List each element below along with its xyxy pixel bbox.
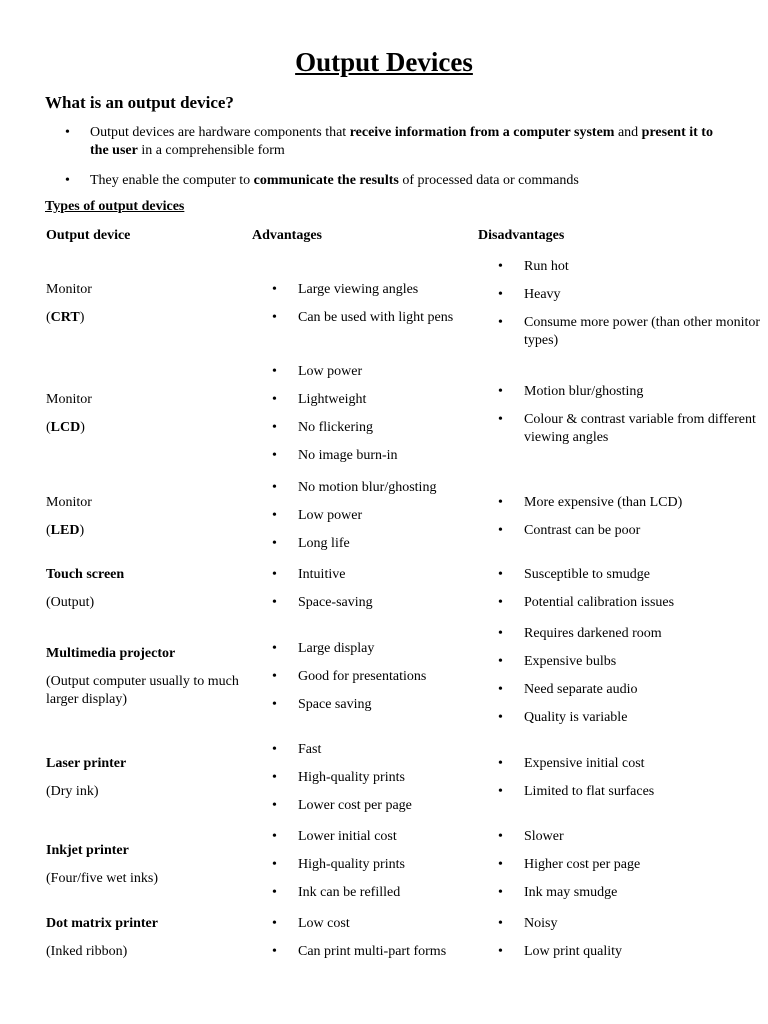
bullet-point: • [272, 595, 277, 610]
bullet-point: • [498, 654, 503, 669]
section-heading: What is an output device? [45, 93, 234, 112]
bold-text: LCD [50, 420, 81, 435]
bullet-point: • [498, 523, 503, 538]
device-detail [46, 419, 246, 437]
disadvantage-item [498, 411, 760, 447]
advantage-text: Low cost [298, 916, 350, 931]
disadvantage-item [498, 383, 760, 401]
disadvantages-list [498, 755, 760, 811]
device-cell [46, 281, 246, 327]
advantage-text: Can print multi-part forms [298, 944, 447, 959]
bullet-point: • [498, 784, 503, 799]
bullet-point: • [272, 697, 277, 712]
device-name [46, 566, 246, 584]
disadvantage-text: Colour & contrast variable from different viewing angles [524, 412, 756, 445]
disadvantages-list [498, 625, 760, 737]
bullet-point: • [272, 310, 277, 325]
advantages-list [272, 741, 462, 825]
intro-bullet [45, 172, 725, 190]
advantages-list [272, 915, 462, 971]
header-output-device: Output device [46, 228, 131, 243]
bullet-point: • [498, 259, 503, 274]
bullet-point: • [272, 567, 277, 582]
disadvantage-item [498, 783, 760, 801]
advantage-text: Lightweight [298, 392, 367, 407]
advantage-text: Low power [298, 508, 363, 523]
device-detail [46, 594, 246, 612]
text-run: (Dry ink) [46, 784, 99, 799]
text-run: and [614, 125, 642, 140]
bullet-point: • [272, 669, 277, 684]
disadvantage-text: Consume more power (than other monitor types) [524, 315, 761, 348]
bullet-point: • [272, 364, 277, 379]
advantage-item [272, 640, 462, 658]
device-name [46, 494, 246, 512]
disadvantage-item [498, 709, 760, 727]
advantage-item [272, 594, 462, 612]
bullet-point: • [65, 125, 70, 140]
disadvantages-list [498, 828, 760, 912]
page-title: Output Devices [295, 47, 473, 77]
bold-text: Dot matrix printer [46, 916, 158, 931]
device-cell [46, 494, 246, 540]
text-run: in a comprehensible form [137, 143, 285, 158]
bullet-point: • [272, 770, 277, 785]
advantage-text: Good for presentations [298, 669, 427, 684]
bullet-point: • [498, 682, 503, 697]
device-name [46, 645, 246, 663]
text-run: ( [46, 523, 51, 538]
text-run: They enable the computer to [90, 173, 254, 188]
bullet-point: • [498, 315, 503, 330]
text-run: Output devices are hardware components that [90, 125, 350, 140]
disadvantage-item [498, 566, 760, 584]
device-name [46, 281, 246, 299]
disadvantage-text: Expensive bulbs [524, 654, 617, 669]
advantages-list [272, 479, 462, 563]
bullet-point: • [272, 944, 277, 959]
disadvantage-text: Requires darkened room [524, 626, 662, 641]
disadvantages-list [498, 258, 760, 360]
disadvantage-text: Noisy [524, 916, 558, 931]
device-cell [46, 915, 246, 961]
text-run: ) [79, 523, 85, 538]
disadvantage-text: Run hot [524, 259, 569, 274]
text-run: Monitor [46, 495, 92, 510]
bullet-point: • [498, 626, 503, 641]
advantage-text: No image burn-in [298, 448, 398, 463]
disadvantage-item [498, 494, 760, 512]
intro-bullet [45, 124, 725, 160]
bullet-point: • [272, 641, 277, 656]
advantage-text: High-quality prints [298, 770, 405, 785]
disadvantage-text: Motion blur/ghosting [524, 384, 644, 399]
bullet-point: • [498, 944, 503, 959]
disadvantage-text: Susceptible to smudge [524, 567, 650, 582]
types-heading: Types of output devices [45, 199, 185, 214]
bullet-point: • [272, 829, 277, 844]
bullet-point: • [272, 508, 277, 523]
bullet-point: • [272, 480, 277, 495]
bullet-point: • [498, 756, 503, 771]
disadvantage-item [498, 755, 760, 773]
disadvantage-text: Need separate audio [524, 682, 638, 697]
advantage-item [272, 797, 462, 815]
disadvantage-text: Potential calibration issues [524, 595, 675, 610]
advantage-text: High-quality prints [298, 857, 405, 872]
advantages-list [272, 640, 462, 724]
bold-text: CRT [50, 310, 80, 325]
disadvantage-text: Heavy [524, 287, 561, 302]
device-detail [46, 522, 246, 540]
device-cell [46, 842, 246, 888]
advantage-item [272, 447, 462, 465]
bullet-point: • [272, 885, 277, 900]
bold-text: Touch screen [46, 567, 125, 582]
device-detail [46, 943, 246, 961]
bold-text: Inkjet printer [46, 843, 129, 858]
disadvantage-item [498, 653, 760, 671]
text-run: Monitor [46, 392, 92, 407]
advantage-item [272, 668, 462, 686]
bullet-point: • [272, 448, 277, 463]
advantage-item [272, 363, 462, 381]
advantage-text: Space-saving [298, 595, 373, 610]
device-cell [46, 755, 246, 801]
disadvantage-text: Ink may smudge [524, 885, 618, 900]
disadvantage-item [498, 522, 760, 540]
text-run: of processed data or commands [398, 173, 579, 188]
advantage-item [272, 696, 462, 714]
bullet-point: • [272, 392, 277, 407]
bold-text: Laser printer [46, 756, 127, 771]
text-run: ( [46, 310, 51, 325]
bullet-point: • [272, 798, 277, 813]
advantage-item [272, 391, 462, 409]
advantage-text: Large viewing angles [298, 282, 419, 297]
bullet-point: • [498, 595, 503, 610]
text-run: (Inked ribbon) [46, 944, 128, 959]
advantage-text: Ink can be refilled [298, 885, 401, 900]
disadvantage-text: More expensive (than LCD) [524, 495, 683, 510]
advantage-text: Lower initial cost [298, 829, 397, 844]
bold-text: receive information from a computer system [349, 125, 615, 140]
device-name [46, 915, 246, 933]
advantage-item [272, 309, 462, 327]
advantage-text: No flickering [298, 420, 374, 435]
bullet-point: • [272, 857, 277, 872]
advantage-item [272, 566, 462, 584]
disadvantage-item [498, 856, 760, 874]
bullet-point: • [65, 173, 70, 188]
bullet-point: • [498, 710, 503, 725]
advantage-item [272, 884, 462, 902]
advantage-item [272, 419, 462, 437]
text-run: (Output computer usually to much larger display) [46, 674, 239, 707]
text-run: ( [46, 420, 51, 435]
advantage-item [272, 535, 462, 553]
device-detail [46, 870, 246, 888]
advantage-text: Large display [298, 641, 375, 656]
advantage-item [272, 741, 462, 759]
advantage-item [272, 828, 462, 846]
disadvantage-item [498, 594, 760, 612]
device-cell [46, 645, 246, 709]
disadvantage-item [498, 915, 760, 933]
disadvantage-text: Slower [524, 829, 564, 844]
header-disadvantages: Disadvantages [478, 228, 565, 243]
advantage-text: No motion blur/ghosting [298, 480, 437, 495]
advantage-item [272, 943, 462, 961]
bullet-point: • [272, 536, 277, 551]
disadvantages-list [498, 494, 760, 550]
disadvantage-text: Limited to flat surfaces [524, 784, 655, 799]
advantage-item [272, 856, 462, 874]
bold-text: present it to the user [90, 125, 713, 158]
disadvantages-list [498, 383, 760, 457]
device-detail [46, 673, 246, 709]
advantages-list [272, 828, 462, 912]
bullet-point: • [498, 857, 503, 872]
advantage-item [272, 915, 462, 933]
advantages-list [272, 281, 462, 337]
device-name [46, 842, 246, 860]
disadvantage-item [498, 681, 760, 699]
bullet-point: • [498, 829, 503, 844]
bullet-point: • [498, 916, 503, 931]
header-advantages: Advantages [252, 228, 323, 243]
advantage-item [272, 281, 462, 299]
device-name [46, 391, 246, 409]
device-detail [46, 309, 246, 327]
device-detail [46, 783, 246, 801]
advantage-text: Intuitive [298, 567, 346, 582]
disadvantages-list [498, 915, 760, 971]
advantage-text: Long life [298, 536, 350, 551]
bullet-point: • [272, 282, 277, 297]
bullet-point: • [498, 287, 503, 302]
advantage-text: Space saving [298, 697, 372, 712]
disadvantage-item [498, 314, 760, 350]
bold-text: Multimedia projector [46, 646, 176, 661]
disadvantage-item [498, 943, 760, 961]
disadvantage-item [498, 625, 760, 643]
disadvantage-item [498, 286, 760, 304]
text-run: ) [80, 420, 85, 435]
text-run: Monitor [46, 282, 92, 297]
advantage-text: Lower cost per page [298, 798, 412, 813]
disadvantage-item [498, 258, 760, 276]
advantages-list [272, 363, 462, 475]
device-cell [46, 391, 246, 437]
bullet-point: • [498, 384, 503, 399]
text-run: (Four/five wet inks) [46, 871, 158, 886]
device-name [46, 755, 246, 773]
advantages-list [272, 566, 462, 622]
bullet-point: • [498, 412, 503, 427]
advantage-text: Fast [298, 742, 322, 757]
disadvantage-text: Higher cost per page [524, 857, 641, 872]
intro-list [45, 124, 725, 202]
bold-text: communicate the results [253, 173, 399, 188]
disadvantages-list [498, 566, 760, 622]
advantage-item [272, 507, 462, 525]
device-cell [46, 566, 246, 612]
disadvantage-item [498, 884, 760, 902]
text-run: ) [79, 310, 85, 325]
disadvantage-item [498, 828, 760, 846]
bullet-point: • [272, 420, 277, 435]
bullet-point: • [498, 567, 503, 582]
bold-text: LED [50, 523, 80, 538]
text-run: (Output) [46, 595, 95, 610]
advantage-item [272, 479, 462, 497]
disadvantage-text: Low print quality [524, 944, 622, 959]
advantage-text: Can be used with light pens [298, 310, 454, 325]
bullet-point: • [272, 742, 277, 757]
disadvantage-text: Quality is variable [524, 710, 628, 725]
bullet-point: • [498, 885, 503, 900]
bullet-point: • [272, 916, 277, 931]
disadvantage-text: Contrast can be poor [524, 523, 641, 538]
disadvantage-text: Expensive initial cost [524, 756, 645, 771]
advantage-text: Low power [298, 364, 363, 379]
bullet-point: • [498, 495, 503, 510]
advantage-item [272, 769, 462, 787]
